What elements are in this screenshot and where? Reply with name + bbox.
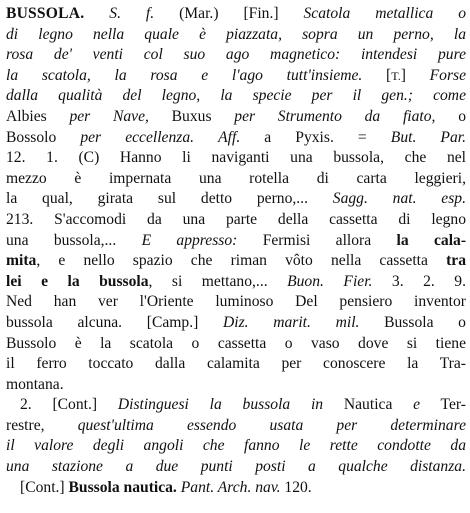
text-run: restre,	[6, 416, 78, 434]
entry-line	[6, 189, 466, 210]
italic-text: come	[433, 87, 466, 105]
italic-text: il valore degli angoli che fanno le rette condotte da	[6, 437, 466, 455]
text-run: mezzo è impernata una rotella di carta leggieri,	[6, 169, 466, 187]
italic-text: Pant. Arch. nav.	[180, 478, 281, 496]
text-run: Buxus	[148, 107, 235, 125]
text-run: , e nello spazio che riman vôto nella cassetta	[36, 252, 447, 270]
text-run: Fermisi allora	[237, 231, 397, 249]
entry-line	[6, 45, 466, 66]
text-run: bussola alcuna. [Camp.]	[6, 313, 223, 331]
italic-text: quest'ultima essendo usata per determinare	[77, 416, 466, 434]
citation-line	[6, 478, 466, 499]
text-run	[413, 87, 433, 104]
text-run: Bossolo	[6, 128, 81, 146]
entry-line	[6, 210, 466, 231]
text-run: [	[362, 66, 392, 84]
italic-text: Buon. Fier.	[287, 272, 373, 290]
small-caps-text: T.	[391, 68, 401, 83]
bold-text: mita	[6, 252, 37, 270]
italic-text: Aff.	[218, 128, 241, 146]
sense-line	[6, 436, 466, 457]
italic-text: e	[413, 396, 421, 414]
italic-text: la scatola, la rosa e l'ago tutt'insieme.	[6, 66, 363, 84]
entry-line	[6, 231, 466, 252]
bold-text: la cala-	[396, 231, 467, 249]
entry-line	[6, 25, 466, 46]
italic-text: per eccellenza.	[80, 128, 195, 146]
entry-line	[6, 272, 466, 293]
italic-text: per Nave,	[69, 107, 149, 125]
text-run: Nautica	[323, 396, 414, 414]
text-run: Ter-	[420, 396, 466, 414]
italic-text: But. Par.	[390, 128, 466, 146]
entry-line	[6, 313, 466, 334]
text-run: Ned han ver l'Oriente luminoso Del pensiero inventor	[6, 293, 466, 311]
italic-text: Distinguesi la bussola in	[117, 396, 324, 414]
text-run: , si mettano,...	[148, 272, 288, 290]
italic-text: di legno nella quale è piazzata, sopra un perno, la	[6, 25, 466, 43]
entry-line	[6, 169, 466, 190]
text-run: Albies	[6, 107, 70, 125]
text-run: 120.	[280, 478, 312, 496]
entry-line	[6, 354, 466, 375]
bold-text: tra	[446, 252, 466, 270]
text-run: montana.	[6, 375, 64, 393]
text-run: 3. 2. 9.	[372, 272, 466, 290]
sense-line	[6, 416, 466, 437]
bold-text: Bussola nautica.	[68, 478, 177, 496]
sense-line	[6, 395, 466, 416]
italic-text: dalla qualità del legno, la specie per il gen.;	[6, 87, 413, 105]
italic-text: per Strumento da fiato,	[234, 107, 436, 125]
text-run: Bussolo è la scatola o cassetta o vaso dove si tiene	[6, 334, 466, 352]
italic-text: S. f.	[109, 5, 155, 22]
sense-line	[6, 457, 466, 478]
italic-text: Forse	[429, 66, 467, 84]
text-run: Bussola o	[359, 313, 466, 331]
entry-line	[6, 107, 466, 128]
dictionary-entry	[6, 4, 466, 498]
text-run	[84, 5, 109, 22]
entry-line	[6, 66, 466, 87]
text-run: 213. S'accomodi da una parte della cassetta di legno	[6, 210, 466, 228]
italic-text: E appresso:	[141, 231, 238, 249]
text-run: il ferro toccato dalla calamita per conoscere la Tra-	[6, 355, 466, 373]
text-run: 2. [Cont.]	[20, 396, 118, 414]
entry-line	[6, 148, 466, 169]
entry-line	[6, 251, 466, 272]
bold-text: lei e la bussola	[6, 272, 149, 290]
entry-line	[6, 334, 466, 355]
text-run: o	[435, 107, 466, 125]
text-run	[194, 129, 218, 146]
italic-text: Diz. marit. mil.	[222, 313, 360, 331]
text-run: una bussola,...	[6, 231, 142, 249]
italic-text: una stazione a due punti posti a qualche distanza.	[6, 458, 466, 476]
entry-line	[6, 292, 466, 313]
text-run: ]	[400, 66, 430, 84]
entry-line	[6, 4, 466, 25]
italic-text: rosa de' venti col suo ago magnetico: intendesi pure	[6, 46, 466, 64]
text-run: (Mar.) [Fin.]	[154, 5, 304, 22]
text-run: la qual, girata sul detto perno,...	[6, 190, 333, 208]
entry-line	[6, 86, 466, 107]
text-run: 12. 1. (C) Hanno li naviganti una bussola, che nel	[6, 149, 466, 167]
entry-line	[6, 375, 466, 396]
text-run: a Pyxis. =	[240, 128, 391, 146]
entry-line	[6, 128, 466, 149]
italic-text: Sagg. nat. esp.	[332, 190, 466, 208]
italic-text: Scatola metallica o	[303, 5, 466, 22]
text-run: [Cont.]	[20, 478, 69, 496]
headword: BUSSOLA.	[6, 5, 85, 22]
